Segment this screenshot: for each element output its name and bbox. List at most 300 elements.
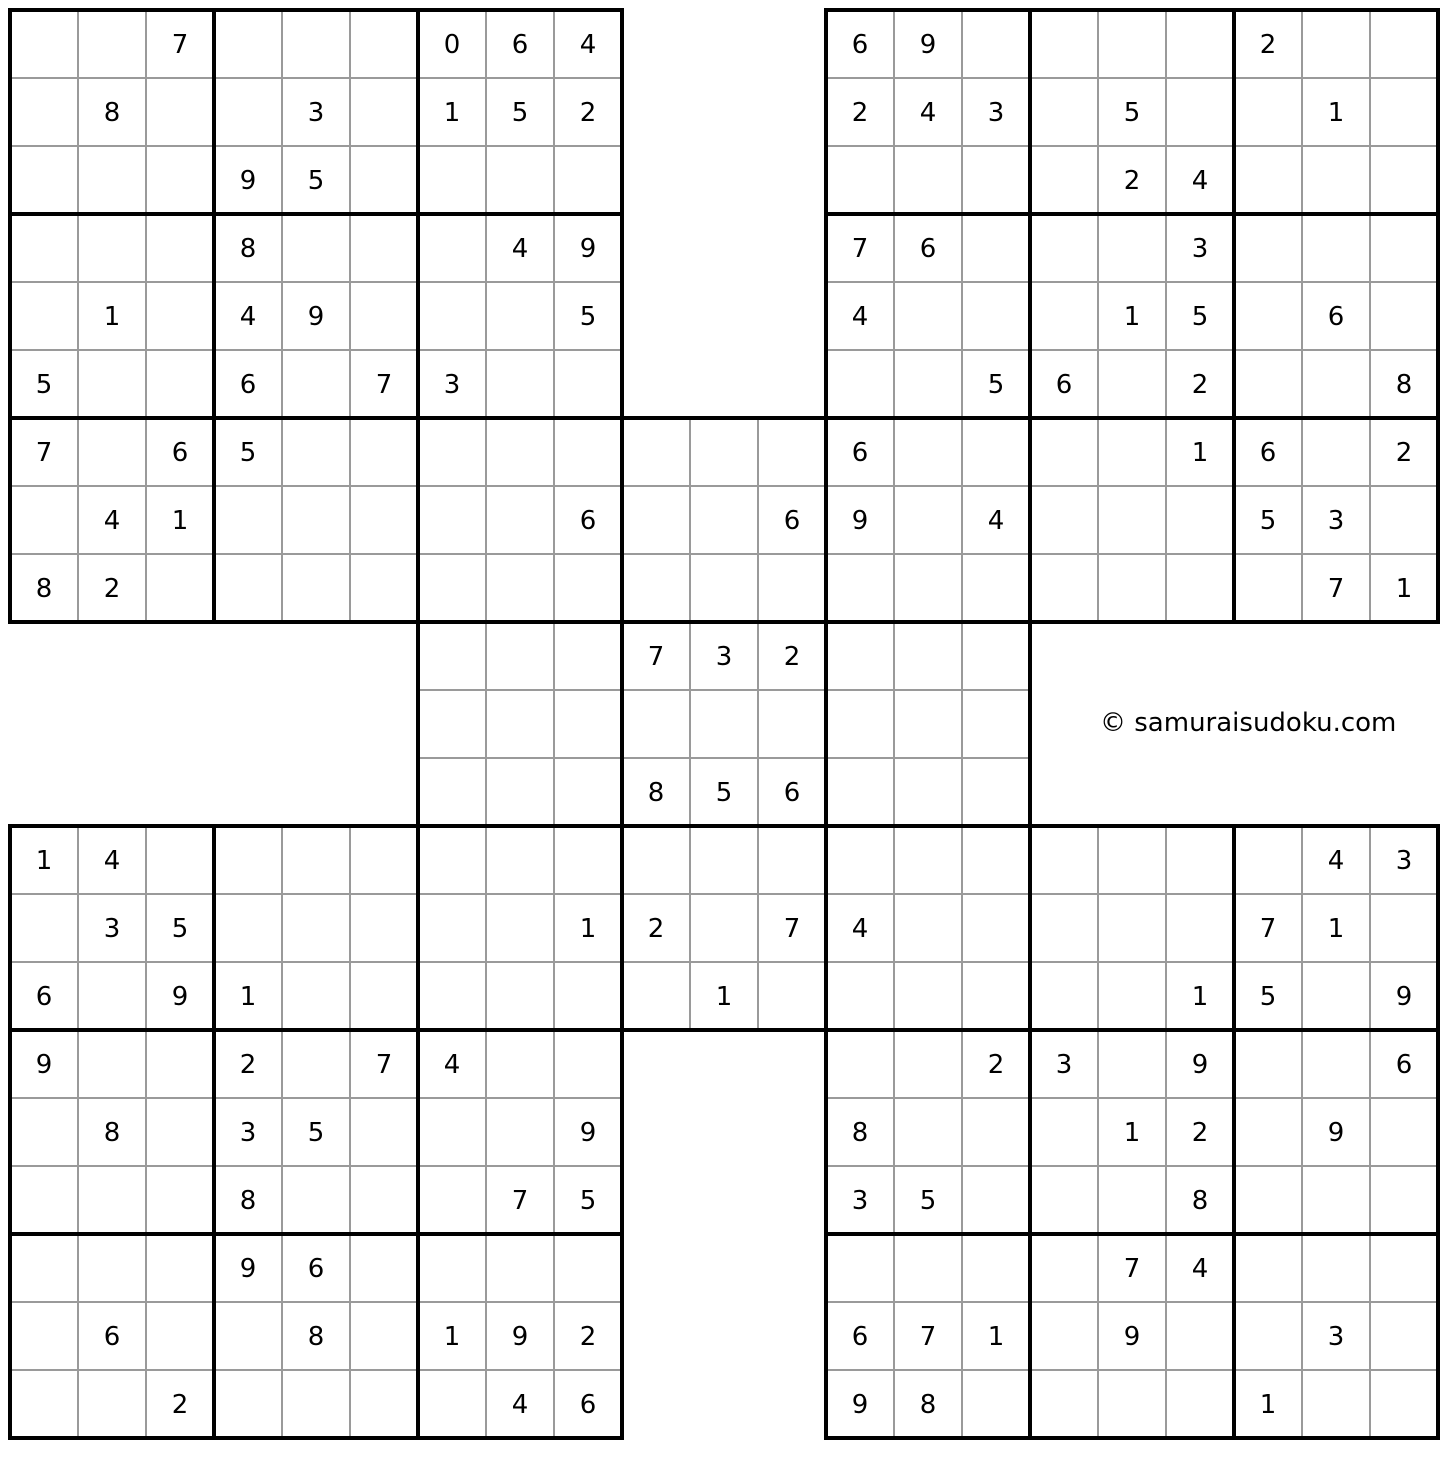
sudoku-cell[interactable]: [282, 214, 350, 282]
given-digit: 2: [579, 98, 597, 128]
sudoku-cell[interactable]: [962, 758, 1030, 826]
sudoku-cell[interactable]: [214, 486, 282, 554]
given-digit: 7: [1259, 914, 1277, 944]
sudoku-cell[interactable]: [690, 486, 758, 554]
sudoku-cell[interactable]: [146, 1030, 214, 1098]
sudoku-cell[interactable]: [146, 826, 214, 894]
sudoku-cell[interactable]: [622, 826, 690, 894]
sudoku-cell[interactable]: [1370, 1234, 1438, 1302]
given-digit: 6: [307, 1254, 325, 1284]
given-digit: 1: [443, 98, 461, 128]
given-digit: 6: [171, 438, 189, 468]
sudoku-cell[interactable]: [554, 826, 622, 894]
sudoku-cell[interactable]: [10, 214, 78, 282]
sudoku-cell[interactable]: [962, 282, 1030, 350]
given-digit: 9: [1395, 982, 1413, 1012]
sudoku-cell[interactable]: [894, 282, 962, 350]
given-digit: 5: [35, 370, 53, 400]
sudoku-cell[interactable]: [214, 894, 282, 962]
sudoku-cell[interactable]: [554, 1234, 622, 1302]
sudoku-cell[interactable]: [1030, 554, 1098, 622]
sudoku-cell[interactable]: [486, 554, 554, 622]
given-digit: 4: [579, 30, 597, 60]
sudoku-cell[interactable]: [1370, 486, 1438, 554]
sudoku-cell[interactable]: [78, 1234, 146, 1302]
given-digit: 3: [443, 370, 461, 400]
sudoku-cell[interactable]: [418, 962, 486, 1030]
sudoku-cell[interactable]: [1030, 418, 1098, 486]
sudoku-cell[interactable]: [282, 1166, 350, 1234]
sudoku-cell[interactable]: [1370, 214, 1438, 282]
sudoku-cell[interactable]: [962, 826, 1030, 894]
sudoku-cell[interactable]: [690, 690, 758, 758]
given-digit: 9: [851, 506, 869, 536]
sudoku-cell[interactable]: [282, 486, 350, 554]
sudoku-cell[interactable]: [1166, 10, 1234, 78]
sudoku-cell[interactable]: [486, 1234, 554, 1302]
given-digit: 5: [987, 370, 1005, 400]
sudoku-cell[interactable]: [282, 962, 350, 1030]
sudoku-cell[interactable]: [418, 554, 486, 622]
sudoku-cell[interactable]: [10, 1370, 78, 1438]
sudoku-cell[interactable]: [1370, 1370, 1438, 1438]
sudoku-cell[interactable]: [1098, 1370, 1166, 1438]
sudoku-cell[interactable]: [350, 78, 418, 146]
given-digit: 6: [579, 506, 597, 536]
sudoku-cell[interactable]: [1030, 1302, 1098, 1370]
sudoku-cell[interactable]: [1370, 894, 1438, 962]
sudoku-cell[interactable]: [350, 1302, 418, 1370]
given-digit: 6: [579, 1390, 597, 1420]
sudoku-cell[interactable]: [894, 758, 962, 826]
sudoku-cell[interactable]: [690, 826, 758, 894]
sudoku-cell[interactable]: [894, 690, 962, 758]
sudoku-cell[interactable]: [350, 894, 418, 962]
sudoku-cell[interactable]: [214, 1370, 282, 1438]
sudoku-cell[interactable]: [554, 418, 622, 486]
sudoku-cell[interactable]: [146, 350, 214, 418]
sudoku-cell[interactable]: [758, 554, 826, 622]
sudoku-cell[interactable]: [1370, 1166, 1438, 1234]
given-digit: 9: [579, 234, 597, 264]
sudoku-cell[interactable]: [1370, 10, 1438, 78]
sudoku-cell[interactable]: [10, 1098, 78, 1166]
sudoku-cell[interactable]: [962, 146, 1030, 214]
sudoku-cell[interactable]: [826, 554, 894, 622]
sudoku-cell[interactable]: [282, 1370, 350, 1438]
sudoku-cell[interactable]: [962, 214, 1030, 282]
sudoku-cell[interactable]: [78, 1030, 146, 1098]
sudoku-cell[interactable]: [78, 146, 146, 214]
sudoku-cell[interactable]: [1166, 486, 1234, 554]
sudoku-cell[interactable]: [962, 894, 1030, 962]
sudoku-cell[interactable]: [486, 146, 554, 214]
sudoku-cell[interactable]: [10, 146, 78, 214]
sudoku-cell[interactable]: [1030, 486, 1098, 554]
given-digit: 1: [1327, 914, 1345, 944]
sudoku-cell[interactable]: [486, 622, 554, 690]
sudoku-cell[interactable]: [350, 554, 418, 622]
sudoku-cell[interactable]: [10, 1166, 78, 1234]
sudoku-cell[interactable]: [10, 1234, 78, 1302]
sudoku-cell[interactable]: [554, 1030, 622, 1098]
sudoku-cell[interactable]: [486, 350, 554, 418]
sudoku-cell[interactable]: [962, 1098, 1030, 1166]
sudoku-cell[interactable]: [486, 418, 554, 486]
sudoku-cell[interactable]: [1166, 78, 1234, 146]
given-digit: 7: [171, 30, 189, 60]
sudoku-cell[interactable]: [826, 758, 894, 826]
sudoku-cell[interactable]: [10, 282, 78, 350]
sudoku-cell[interactable]: [350, 10, 418, 78]
sudoku-cell[interactable]: [1234, 282, 1302, 350]
sudoku-cell[interactable]: [10, 78, 78, 146]
sudoku-cell[interactable]: [1030, 1098, 1098, 1166]
given-digit: 8: [1191, 1186, 1209, 1216]
sudoku-cell[interactable]: [1234, 826, 1302, 894]
sudoku-cell[interactable]: [1030, 1166, 1098, 1234]
sudoku-cell[interactable]: [962, 418, 1030, 486]
sudoku-cell[interactable]: [1234, 1166, 1302, 1234]
sudoku-cell[interactable]: [826, 826, 894, 894]
sudoku-cell[interactable]: [554, 350, 622, 418]
given-digit: 9: [919, 30, 937, 60]
sudoku-cell[interactable]: [418, 418, 486, 486]
sudoku-cell[interactable]: [146, 214, 214, 282]
given-digit: 6: [511, 30, 529, 60]
sudoku-cell[interactable]: [1302, 962, 1370, 1030]
sudoku-cell[interactable]: [282, 1030, 350, 1098]
given-digit: 9: [579, 1118, 597, 1148]
sudoku-cell[interactable]: [1098, 962, 1166, 1030]
sudoku-cell[interactable]: [1234, 1030, 1302, 1098]
sudoku-cell[interactable]: [146, 78, 214, 146]
given-digit: 6: [783, 778, 801, 808]
sudoku-cell[interactable]: [78, 10, 146, 78]
sudoku-cell[interactable]: [826, 962, 894, 1030]
sudoku-cell[interactable]: [826, 1234, 894, 1302]
sudoku-cell[interactable]: [1302, 418, 1370, 486]
given-digit: 9: [239, 166, 257, 196]
sudoku-cell[interactable]: [418, 1166, 486, 1234]
sudoku-cell[interactable]: [10, 10, 78, 78]
sudoku-cell[interactable]: [214, 826, 282, 894]
sudoku-cell[interactable]: [894, 486, 962, 554]
sudoku-cell[interactable]: [1098, 826, 1166, 894]
sudoku-cell[interactable]: [1098, 10, 1166, 78]
sudoku-cell[interactable]: [622, 962, 690, 1030]
given-digit: 1: [1123, 302, 1141, 332]
sudoku-cell[interactable]: [826, 690, 894, 758]
given-digit: 8: [239, 234, 257, 264]
sudoku-cell[interactable]: [962, 622, 1030, 690]
sudoku-cell[interactable]: [350, 214, 418, 282]
sudoku-cell[interactable]: [894, 554, 962, 622]
sudoku-cell[interactable]: [554, 962, 622, 1030]
sudoku-cell[interactable]: [214, 1302, 282, 1370]
sudoku-cell[interactable]: [690, 554, 758, 622]
sudoku-cell[interactable]: [146, 1098, 214, 1166]
given-digit: 3: [1395, 846, 1413, 876]
sudoku-cell[interactable]: [1234, 350, 1302, 418]
given-digit: 4: [103, 846, 121, 876]
sudoku-cell[interactable]: [10, 894, 78, 962]
sudoku-cell[interactable]: [758, 826, 826, 894]
sudoku-cell[interactable]: [350, 418, 418, 486]
sudoku-cell[interactable]: [1166, 1370, 1234, 1438]
sudoku-cell[interactable]: [962, 962, 1030, 1030]
sudoku-cell[interactable]: [1370, 146, 1438, 214]
sudoku-cell[interactable]: [146, 554, 214, 622]
sudoku-cell[interactable]: [894, 962, 962, 1030]
sudoku-cell[interactable]: [486, 894, 554, 962]
sudoku-cell[interactable]: [1234, 146, 1302, 214]
sudoku-cell[interactable]: [350, 1166, 418, 1234]
sudoku-cell[interactable]: [1030, 894, 1098, 962]
sudoku-cell[interactable]: [1098, 214, 1166, 282]
sudoku-cell[interactable]: [1166, 554, 1234, 622]
sudoku-cell[interactable]: [350, 1234, 418, 1302]
sudoku-cell[interactable]: [894, 622, 962, 690]
sudoku-cell[interactable]: [690, 894, 758, 962]
sudoku-cell[interactable]: [826, 622, 894, 690]
given-digit: 1: [1395, 574, 1413, 604]
sudoku-cell[interactable]: [350, 826, 418, 894]
given-digit: 8: [1395, 370, 1413, 400]
sudoku-cell[interactable]: [486, 826, 554, 894]
sudoku-cell[interactable]: [1098, 486, 1166, 554]
given-digit: 7: [919, 1322, 937, 1352]
sudoku-cell[interactable]: [78, 962, 146, 1030]
sudoku-cell[interactable]: [418, 758, 486, 826]
sudoku-cell[interactable]: [1234, 554, 1302, 622]
sudoku-cell[interactable]: [418, 282, 486, 350]
given-digit: 3: [1055, 1050, 1073, 1080]
given-digit: 2: [783, 642, 801, 672]
sudoku-cell[interactable]: [554, 146, 622, 214]
sudoku-cell[interactable]: [1302, 1370, 1370, 1438]
sudoku-cell[interactable]: [1166, 826, 1234, 894]
sudoku-cell[interactable]: [554, 554, 622, 622]
sudoku-cell[interactable]: [962, 1234, 1030, 1302]
sudoku-cell[interactable]: [1166, 894, 1234, 962]
sudoku-cell[interactable]: [418, 826, 486, 894]
given-digit: 4: [919, 98, 937, 128]
sudoku-cell[interactable]: [486, 962, 554, 1030]
sudoku-cell[interactable]: [1098, 1030, 1166, 1098]
sudoku-cell[interactable]: [486, 1098, 554, 1166]
sudoku-cell[interactable]: [350, 962, 418, 1030]
given-digit: 7: [375, 370, 393, 400]
sudoku-cell[interactable]: [350, 1370, 418, 1438]
sudoku-cell[interactable]: [1302, 10, 1370, 78]
given-digit: 1: [1191, 438, 1209, 468]
sudoku-cell[interactable]: [554, 690, 622, 758]
sudoku-cell[interactable]: [894, 894, 962, 962]
sudoku-cell[interactable]: [1302, 1234, 1370, 1302]
sudoku-cell[interactable]: [10, 486, 78, 554]
given-digit: 5: [511, 98, 529, 128]
sudoku-cell[interactable]: [1030, 282, 1098, 350]
given-digit: 6: [1395, 1050, 1413, 1080]
sudoku-cell[interactable]: [962, 10, 1030, 78]
sudoku-cell[interactable]: [1098, 894, 1166, 962]
sudoku-cell[interactable]: [1030, 1234, 1098, 1302]
sudoku-cell[interactable]: [1234, 78, 1302, 146]
sudoku-cell[interactable]: [1030, 962, 1098, 1030]
sudoku-cell[interactable]: [1302, 350, 1370, 418]
sudoku-cell[interactable]: [214, 10, 282, 78]
sudoku-cell[interactable]: [282, 350, 350, 418]
given-digit: 1: [715, 982, 733, 1012]
sudoku-cell[interactable]: [350, 282, 418, 350]
sudoku-cell[interactable]: [622, 690, 690, 758]
sudoku-cell[interactable]: [418, 486, 486, 554]
sudoku-cell[interactable]: [486, 1030, 554, 1098]
sudoku-cell[interactable]: [78, 214, 146, 282]
sudoku-cell[interactable]: [418, 622, 486, 690]
given-digit: 8: [851, 1118, 869, 1148]
given-digit: 8: [103, 1118, 121, 1148]
sudoku-cell[interactable]: [1098, 350, 1166, 418]
given-digit: 8: [647, 778, 665, 808]
sudoku-cell[interactable]: [1234, 1234, 1302, 1302]
given-digit: 1: [1123, 1118, 1141, 1148]
sudoku-cell[interactable]: [1370, 1302, 1438, 1370]
sudoku-cell[interactable]: [1370, 1098, 1438, 1166]
given-digit: 8: [103, 98, 121, 128]
sudoku-cell[interactable]: [146, 282, 214, 350]
sudoku-cell[interactable]: [418, 146, 486, 214]
sudoku-cell[interactable]: [418, 1370, 486, 1438]
sudoku-cell[interactable]: [78, 350, 146, 418]
sudoku-cell[interactable]: [962, 1166, 1030, 1234]
given-digit: 6: [851, 1322, 869, 1352]
sudoku-cell[interactable]: [486, 690, 554, 758]
sudoku-cell[interactable]: [1098, 1166, 1166, 1234]
sudoku-cell[interactable]: [1302, 1030, 1370, 1098]
given-digit: 1: [35, 846, 53, 876]
given-digit: 9: [1191, 1050, 1209, 1080]
sudoku-cell[interactable]: [1370, 78, 1438, 146]
sudoku-cell[interactable]: [622, 486, 690, 554]
sudoku-cell[interactable]: [894, 350, 962, 418]
given-digit: 6: [919, 234, 937, 264]
given-digit: 5: [1259, 506, 1277, 536]
sudoku-cell[interactable]: [350, 146, 418, 214]
sudoku-cell[interactable]: [1030, 78, 1098, 146]
sudoku-cell[interactable]: [350, 1098, 418, 1166]
sudoku-cell[interactable]: [758, 962, 826, 1030]
sudoku-cell[interactable]: [554, 758, 622, 826]
given-digit: 1: [1191, 982, 1209, 1012]
sudoku-cell[interactable]: [894, 826, 962, 894]
sudoku-cell[interactable]: [962, 690, 1030, 758]
given-digit: 3: [987, 98, 1005, 128]
sudoku-cell[interactable]: [282, 894, 350, 962]
sudoku-cell[interactable]: [894, 1030, 962, 1098]
given-digit: 4: [103, 506, 121, 536]
sudoku-cell[interactable]: [1098, 554, 1166, 622]
sudoku-cell[interactable]: [418, 214, 486, 282]
given-digit: 5: [171, 914, 189, 944]
sudoku-cell[interactable]: [214, 78, 282, 146]
sudoku-cell[interactable]: [1234, 1098, 1302, 1166]
sudoku-cell[interactable]: [1030, 10, 1098, 78]
sudoku-cell[interactable]: [78, 1166, 146, 1234]
sudoku-cell[interactable]: [282, 554, 350, 622]
sudoku-cell[interactable]: [826, 146, 894, 214]
sudoku-cell[interactable]: [826, 1030, 894, 1098]
sudoku-cell[interactable]: [1302, 214, 1370, 282]
given-digit: 9: [851, 1390, 869, 1420]
sudoku-cell[interactable]: [962, 1370, 1030, 1438]
sudoku-cell[interactable]: [350, 486, 418, 554]
sudoku-cell[interactable]: [146, 1166, 214, 1234]
sudoku-cell[interactable]: [214, 554, 282, 622]
sudoku-cell[interactable]: [1370, 282, 1438, 350]
sudoku-cell[interactable]: [622, 554, 690, 622]
sudoku-cell[interactable]: [1030, 826, 1098, 894]
sudoku-cell[interactable]: [282, 10, 350, 78]
sudoku-cell[interactable]: [1030, 1370, 1098, 1438]
sudoku-cell[interactable]: [1302, 1166, 1370, 1234]
sudoku-cell[interactable]: [1234, 214, 1302, 282]
sudoku-cell[interactable]: [1302, 146, 1370, 214]
sudoku-cell[interactable]: [282, 418, 350, 486]
sudoku-cell[interactable]: [486, 486, 554, 554]
sudoku-cell[interactable]: [554, 622, 622, 690]
given-digit: 2: [1259, 30, 1277, 60]
given-digit: 5: [1259, 982, 1277, 1012]
sudoku-cell[interactable]: [1030, 146, 1098, 214]
sudoku-cell[interactable]: [10, 1302, 78, 1370]
sudoku-cell[interactable]: [894, 146, 962, 214]
given-digit: 2: [851, 98, 869, 128]
given-digit: 4: [851, 302, 869, 332]
sudoku-cell[interactable]: [758, 418, 826, 486]
sudoku-cell[interactable]: [146, 1234, 214, 1302]
sudoku-cell[interactable]: [1166, 1302, 1234, 1370]
sudoku-cell[interactable]: [622, 418, 690, 486]
sudoku-cell[interactable]: [826, 350, 894, 418]
sudoku-cell[interactable]: [78, 1370, 146, 1438]
sudoku-cell[interactable]: [758, 690, 826, 758]
given-digit: 8: [35, 574, 53, 604]
sudoku-cell[interactable]: [1098, 418, 1166, 486]
sudoku-cell[interactable]: [418, 894, 486, 962]
sudoku-cell[interactable]: [418, 690, 486, 758]
sudoku-cell[interactable]: [894, 1234, 962, 1302]
given-digit: 5: [307, 166, 325, 196]
sudoku-cell[interactable]: [486, 282, 554, 350]
sudoku-cell[interactable]: [486, 758, 554, 826]
sudoku-cell[interactable]: [962, 554, 1030, 622]
sudoku-cell[interactable]: [282, 826, 350, 894]
sudoku-cell[interactable]: [146, 146, 214, 214]
sudoku-cell[interactable]: [690, 418, 758, 486]
sudoku-cell[interactable]: [1030, 214, 1098, 282]
sudoku-cell[interactable]: [78, 418, 146, 486]
sudoku-cell[interactable]: [894, 1098, 962, 1166]
sudoku-cell[interactable]: [894, 418, 962, 486]
sudoku-cell[interactable]: [418, 1098, 486, 1166]
sudoku-cell[interactable]: [1234, 1302, 1302, 1370]
sudoku-cell[interactable]: [418, 1234, 486, 1302]
given-digit: 2: [579, 1322, 597, 1352]
given-digit: 2: [1123, 166, 1141, 196]
sudoku-cell[interactable]: [146, 1302, 214, 1370]
